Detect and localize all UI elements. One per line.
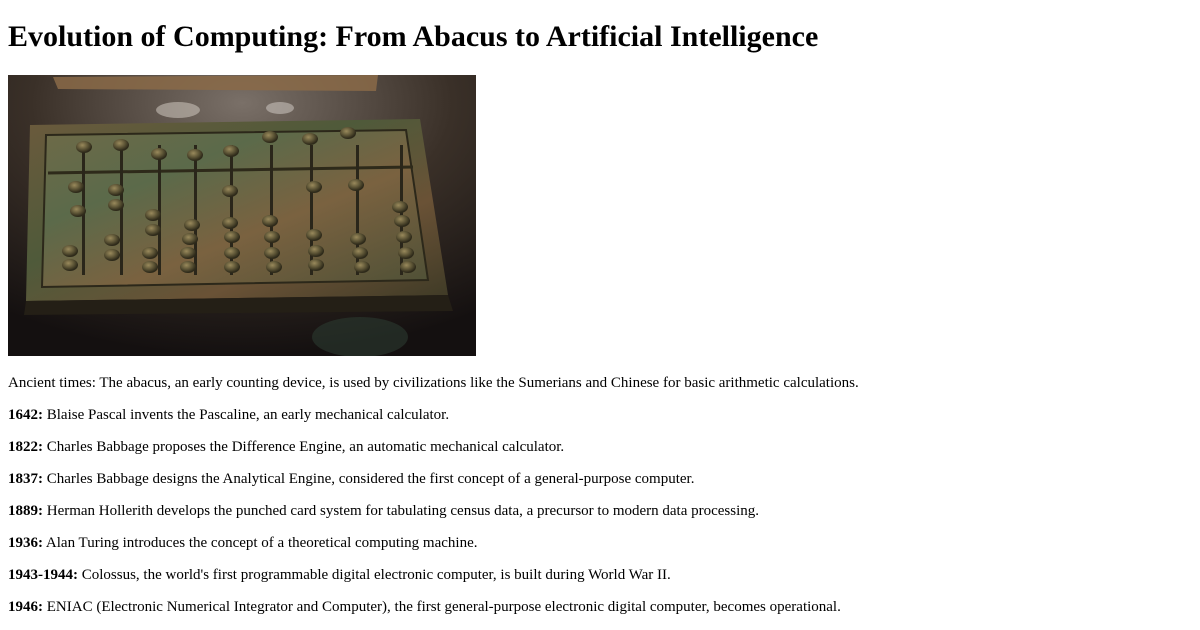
timeline-entry — [8, 532, 1188, 564]
timeline-intro: Ancient times: The abacus, an early counting device, is used by civilizations like the Sumerians and Chinese for basic arithmetic calculations. — [8, 375, 859, 391]
timeline-text: Charles Babbage designs the Analytical Engine, considered the first concept of a general-purpose computer. — [43, 471, 695, 487]
timeline-year: 1822: — [8, 439, 43, 455]
timeline-entry — [8, 404, 1188, 436]
timeline-entry — [8, 468, 1188, 500]
timeline-year: 1642: — [8, 407, 43, 423]
abacus-photo — [8, 75, 476, 356]
timeline-text: Charles Babbage proposes the Difference Engine, an automatic mechanical calculator. — [43, 439, 565, 455]
timeline-entry — [8, 564, 1188, 596]
page-title: Evolution of Computing: From Abacus to Artificial Intelligence — [8, 20, 819, 53]
timeline-year: 1889: — [8, 503, 43, 519]
timeline-text: Alan Turing introduces the concept of a theoretical computing machine. — [43, 535, 478, 551]
timeline-text: ENIAC (Electronic Numerical Integrator and Computer), the first general-purpose electronic digital computer, becomes operational. — [43, 599, 841, 615]
timeline-text: Colossus, the world's first programmable digital electronic computer, is built during World War II. — [78, 567, 671, 583]
timeline-entry — [8, 596, 1188, 628]
timeline-entry — [8, 436, 1188, 468]
timeline-entry — [8, 500, 1188, 532]
timeline-year: 1837: — [8, 471, 43, 487]
timeline-year: 1943-1944: — [8, 567, 78, 583]
timeline-text: Blaise Pascal invents the Pascaline, an early mechanical calculator. — [43, 407, 450, 423]
timeline-text: Herman Hollerith develops the punched card system for tabulating census data, a precursor to modern data processing. — [43, 503, 760, 519]
timeline-year: 1946: — [8, 599, 43, 615]
timeline — [8, 372, 1188, 628]
timeline-year: 1936: — [8, 535, 43, 551]
